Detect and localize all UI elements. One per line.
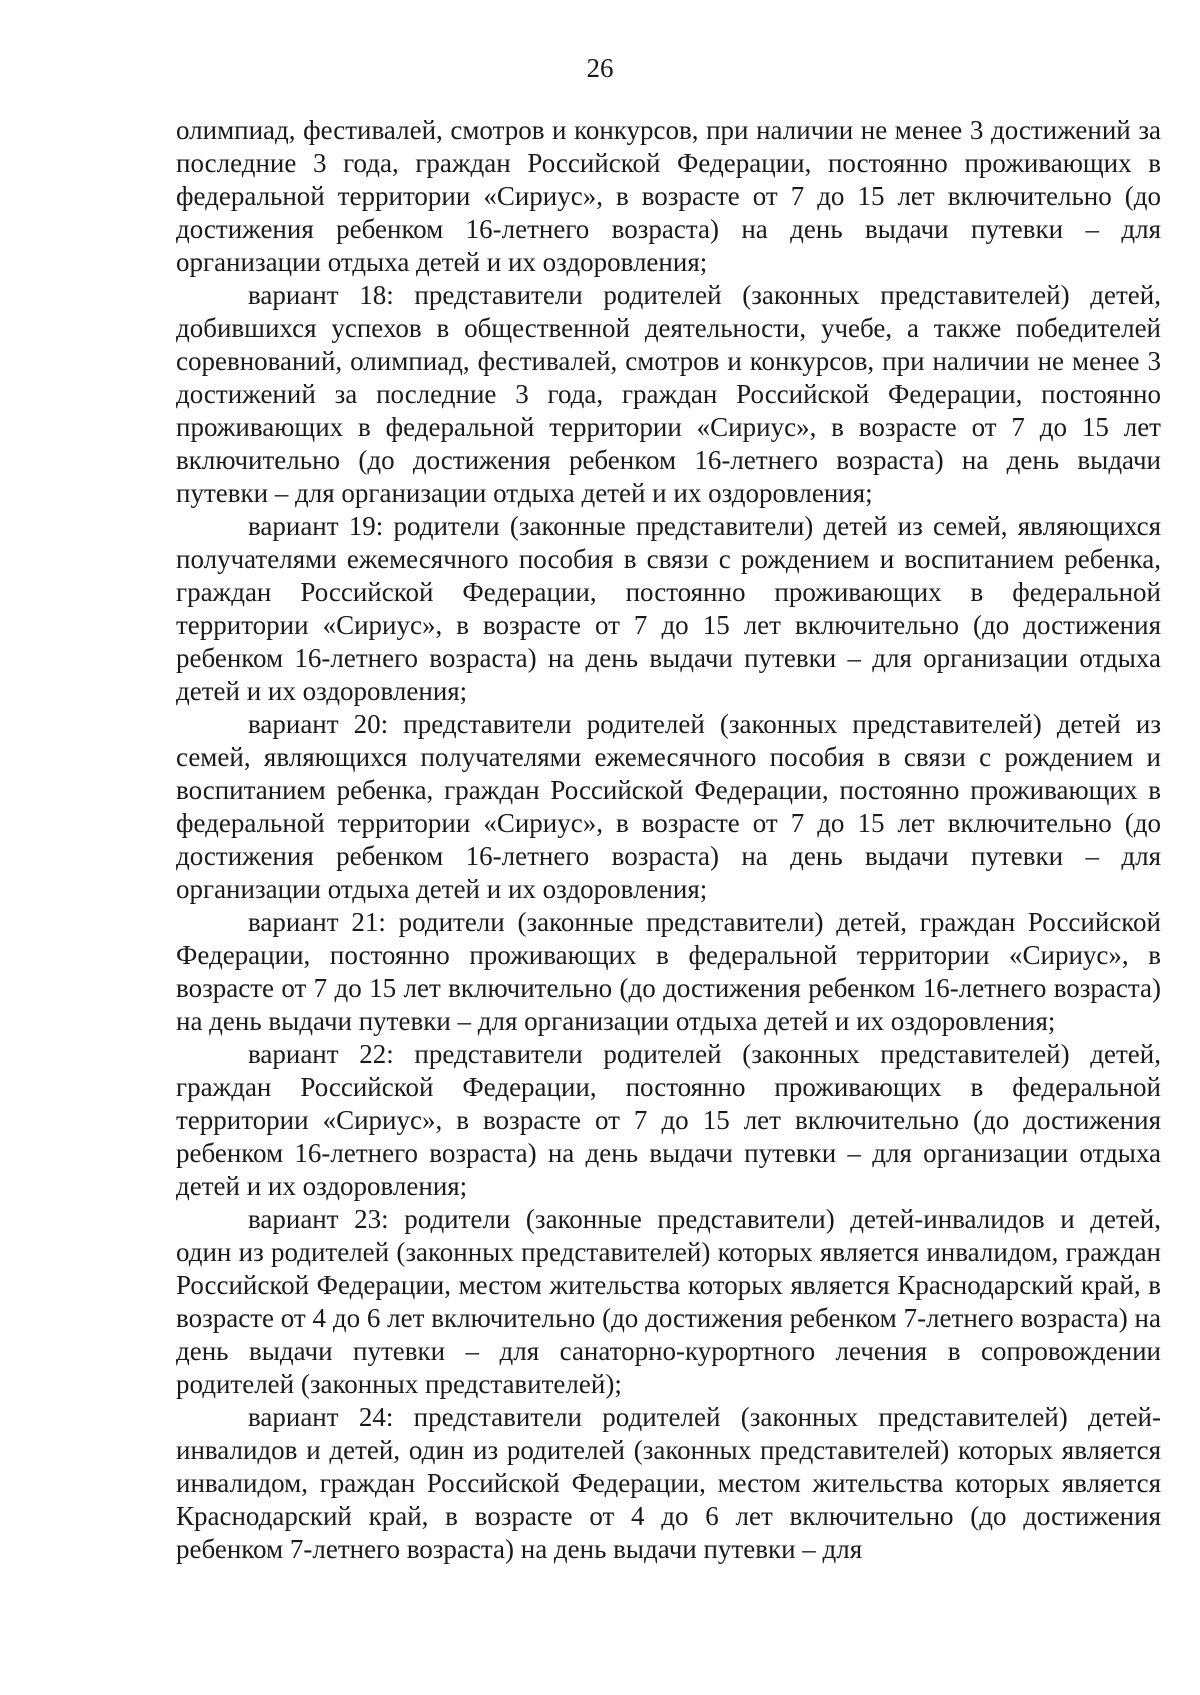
paragraph-variant-22: вариант 22: представители родителей (законных представителей) детей, граждан Российской Федерации, постоянно проживающих в федеральной территории «Сириус», в возрасте от 7 до 15 лет включительно (до достижения ребенком 16-летнего возраста) на день выдачи путевки – для организации отдыха детей и их оздоровления;: [176, 1039, 1161, 1201]
paragraph-variant-19: вариант 19: родители (законные представители) детей из семей, являющихся получателями ежемесячного пособия в связи с рождением и воспитанием ребенка, граждан Российской Федерации, постоянно проживающих в федеральной территории «Сириус», в возрасте от 7 до 15 лет включительно (до достижения ребенком 16-летнего возраста) на день выдачи путевки – для организации отдыха детей и их оздоровления;: [176, 511, 1161, 706]
paragraph-variant-24: вариант 24: представители родителей (законных представителей) детей-инвалидов и детей, один из родителей (законных представителей) которых является инвалидом, граждан Российской Федерации, местом жительства которых является Краснодарский край, в возрасте от 4 до 6 лет включительно (до достижения ребенком 7-летнего возраста) на день выдачи путевки – для: [176, 1402, 1161, 1564]
paragraph-variant-23: вариант 23: родители (законные представители) детей-инвалидов и детей, один из родителей (законных представителей) которых является инвалидом, граждан Российской Федерации, местом жительства которых является Краснодарский край, в возрасте от 4 до 6 лет включительно (до достижения ребенком 7-летнего возраста) на день выдачи путевки – для санаторно-курортного лечения в сопровождении родителей (законных представителей);: [176, 1204, 1161, 1399]
paragraph-continuation: олимпиад, фестивалей, смотров и конкурсов, при наличии не менее 3 достижений за последние 3 года, граждан Российской Федерации, постоянно проживающих в федеральной территории «Сириус», в возрасте от 7 до 15 лет включительно (до достижения ребенком 16-летнего возраста) на день выдачи путевки – для организации отдыха детей и их оздоровления;: [176, 115, 1161, 277]
paragraph-variant-18: вариант 18: представители родителей (законных представителей) детей, добившихся успехов в общественной деятельности, учебе, а также победителей соревнований, олимпиад, фестивалей, смотров и конкурсов, при наличии не менее 3 достижений за последние 3 года, граждан Российской Федерации, постоянно проживающих в федеральной территории «Сириус», в возрасте от 7 до 15 лет включительно (до достижения ребенком 16-летнего возраста) на день выдачи путевки – для организации отдыха детей и их оздоровления;: [176, 280, 1161, 508]
paragraph-variant-20: вариант 20: представители родителей (законных представителей) детей из семей, являющихся получателями ежемесячного пособия в связи с рождением и воспитанием ребенка, граждан Российской Федерации, постоянно проживающих в федеральной территории «Сириус», в возрасте от 7 до 15 лет включительно (до достижения ребенком 16-летнего возраста) на день выдачи путевки – для организации отдыха детей и их оздоровления;: [176, 709, 1161, 904]
page-number: 26: [586, 53, 614, 83]
document-body: [176, 114, 1161, 1566]
paragraph-variant-21: вариант 21: родители (законные представители) детей, граждан Российской Федерации, постоянно проживающих в федеральной территории «Сириус», в возрасте от 7 до 15 лет включительно (до достижения ребенком 16-летнего возраста) на день выдачи путевки – для организации отдыха детей и их оздоровления;: [176, 907, 1161, 1036]
